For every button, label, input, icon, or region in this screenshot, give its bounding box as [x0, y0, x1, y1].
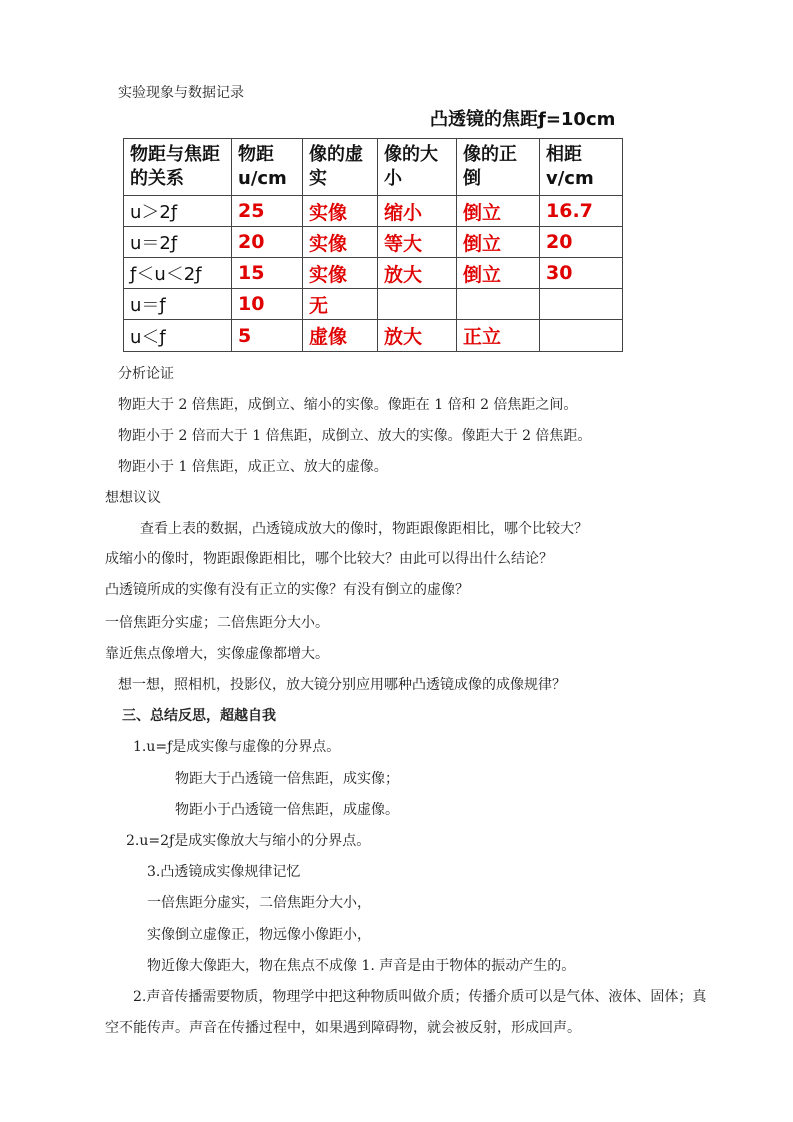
header-image-distance: 相距v/cm [540, 139, 623, 196]
discussion-line: 成缩小的像时，物距跟像距相比，哪个比较大？由此可以得出什么结论？ [105, 551, 553, 567]
header-object-distance: 物距u/cm [232, 139, 303, 196]
header-real-virtual: 像的虚实 [303, 139, 378, 196]
experiment-table [123, 138, 623, 352]
table-cell: 20 [540, 227, 623, 258]
summary-heading: 三、总结反思，超越自我 [122, 708, 276, 724]
header-relation: 物距与焦距的关系 [124, 139, 232, 196]
table-cell: u＝ƒ [124, 289, 232, 320]
header-orientation: 像的正倒 [457, 139, 540, 196]
table-cell [378, 289, 457, 320]
table-row [124, 258, 623, 289]
table-row [124, 289, 623, 320]
analysis-title: 分析论证 [118, 366, 174, 382]
discussion-title: 想想议议 [105, 490, 161, 506]
table-cell: 16.7 [540, 196, 623, 227]
table-cell: 25 [232, 196, 303, 227]
summary-line: 物近像大像距大，物在焦点不成像 1. 声音是由于物体的振动产生的。 [147, 958, 576, 974]
table-cell: 实像 [303, 258, 378, 289]
table-cell: 虚像 [303, 320, 378, 352]
sound-line: 空不能传声。声音在传播过程中，如果遇到障碍物，就会被反射，形成回声。 [105, 1020, 581, 1036]
table-cell: 放大 [378, 320, 457, 352]
summary-line: 实像倒立虚像正，物远像小像距小， [147, 927, 371, 943]
summary-line: 物距小于凸透镜一倍焦距，成虚像。 [175, 802, 399, 818]
table-cell: 缩小 [378, 196, 457, 227]
table-cell: 15 [232, 258, 303, 289]
table-cell: 正立 [457, 320, 540, 352]
discussion-line: 凸透镜所成的实像有没有正立的实像？有没有倒立的虚像？ [105, 582, 469, 598]
table-row [124, 196, 623, 227]
table-cell [540, 320, 623, 352]
table-header-row [124, 139, 623, 196]
table-cell: 无 [303, 289, 378, 320]
table-row [124, 320, 623, 352]
discussion-line: 一倍焦距分实虚；二倍焦距分大小。 [105, 615, 329, 631]
discussion-line: 想一想，照相机，投影仪，放大镜分别应用哪种凸透镜成像的成像规律？ [118, 677, 566, 693]
table-cell: u＝2ƒ [124, 227, 232, 258]
table-cell: 30 [540, 258, 623, 289]
discussion-line: 靠近焦点像增大，实像虚像都增大。 [105, 646, 329, 662]
summary-line: 3.凸透镜成实像规律记忆 [147, 864, 301, 880]
analysis-line: 物距小于 2 倍而大于 1 倍焦距，成倒立、放大的实像。像距大于 2 倍焦距。 [118, 428, 592, 444]
table-cell: ƒ＜u＜2ƒ [124, 258, 232, 289]
summary-line: 一倍焦距分虚实，二倍焦距分大小， [147, 895, 371, 911]
focal-length-label: 凸透镜的焦距ƒ=10cm [430, 109, 616, 130]
table-cell: 等大 [378, 227, 457, 258]
summary-line: 1.u=ƒ是成实像与虚像的分界点。 [133, 739, 341, 755]
summary-line: 物距大于凸透镜一倍焦距，成实像； [175, 771, 399, 787]
table-cell: 20 [232, 227, 303, 258]
header-size: 像的大小 [378, 139, 457, 196]
table-cell [457, 289, 540, 320]
table-cell: u＜ƒ [124, 320, 232, 352]
sound-line: 2.声音传播需要物质，物理学中把这种物质叫做介质；传播介质可以是气体、液体、固体；真 [133, 989, 707, 1005]
discussion-line: 查看上表的数据，凸透镜成放大的像时，物距跟像距相比，哪个比较大？ [140, 521, 588, 537]
table-cell: u＞2ƒ [124, 196, 232, 227]
analysis-line: 物距大于 2 倍焦距，成倒立、缩小的实像。像距在 1 倍和 2 倍焦距之间。 [118, 397, 578, 413]
analysis-line: 物距小于 1 倍焦距，成正立、放大的虚像。 [118, 459, 388, 475]
table-cell: 实像 [303, 196, 378, 227]
table-cell: 倒立 [457, 196, 540, 227]
table-cell: 10 [232, 289, 303, 320]
section-title: 实验现象与数据记录 [118, 85, 244, 101]
table-row [124, 227, 623, 258]
summary-line: 2.u=2ƒ是成实像放大与缩小的分界点。 [126, 833, 371, 849]
table-cell: 倒立 [457, 258, 540, 289]
table-cell [540, 289, 623, 320]
table-cell: 实像 [303, 227, 378, 258]
table-cell: 倒立 [457, 227, 540, 258]
table-cell: 放大 [378, 258, 457, 289]
table-cell: 5 [232, 320, 303, 352]
